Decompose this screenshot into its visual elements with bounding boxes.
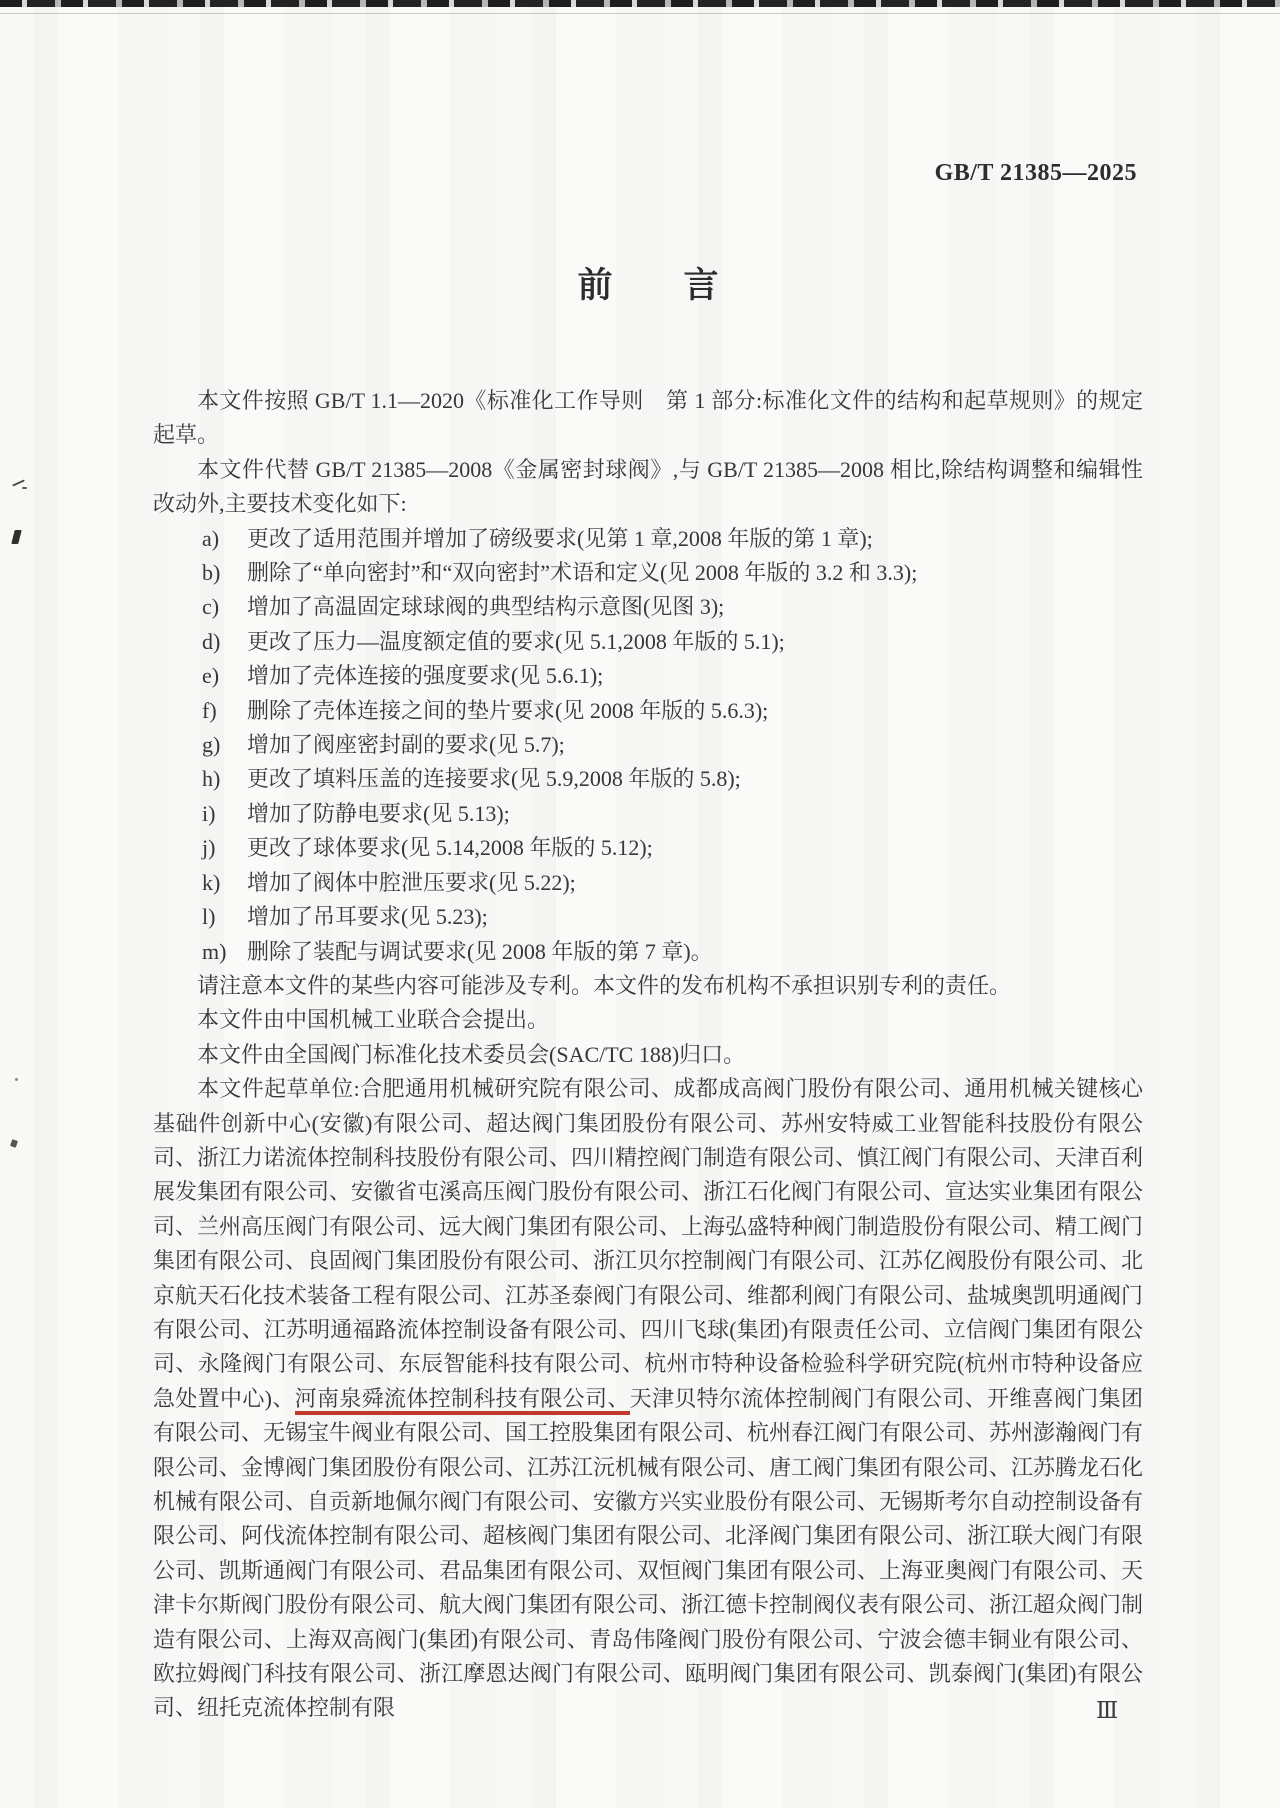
change-text: 增加了阀座密封副的要求(见 5.7); — [247, 732, 565, 758]
scan-smudge — [22, 487, 27, 489]
change-text: 更改了适用范围并增加了磅级要求(见第 1 章,2008 年版的第 1 章); — [247, 525, 873, 551]
change-marker: k) — [202, 869, 221, 895]
scan-smudge — [11, 530, 21, 544]
change-text: 更改了填料压盖的连接要求(见 5.9,2008 年版的 5.8); — [247, 766, 741, 792]
change-text: 删除了“单向密封”和“双向密封”术语和定义(见 2008 年版的 3.2 和 3.3); — [247, 560, 918, 586]
change-marker: l) — [202, 904, 216, 930]
foreword-body — [153, 384, 1143, 1726]
change-text: 增加了吊耳要求(见 5.23); — [247, 904, 488, 930]
para-patent-note: 请注意本文件的某些内容可能涉及专利。本文件的发布机构不承担识别专利的责任。 — [197, 972, 1012, 998]
change-item — [153, 522, 1143, 556]
highlighted-company-red-underline: 河南泉舜流体控制科技有限公司、 — [295, 1386, 630, 1415]
change-item — [153, 556, 1143, 590]
scan-smudge — [12, 479, 25, 486]
change-item — [153, 625, 1143, 659]
change-marker: c) — [202, 594, 220, 620]
change-item — [153, 866, 1143, 900]
change-marker: d) — [202, 628, 221, 654]
change-marker: a) — [202, 525, 220, 551]
change-marker: m) — [202, 938, 227, 964]
foreword-title — [153, 266, 1143, 306]
para-replacement: 本文件代替 GB/T 21385—2008《金属密封球阀》,与 GB/T 21385—2008 相比,除结构调整和编辑性改动外,主要技术变化如下: — [153, 456, 1143, 517]
change-text: 更改了压力—温度额定值的要求(见 5.1,2008 年版的 5.1); — [247, 628, 785, 654]
scan-smudge — [10, 1139, 18, 1148]
change-text: 增加了壳体连接的强度要求(见 5.6.1); — [247, 663, 604, 689]
change-text: 增加了高温固定球球阀的典型结构示意图(见图 3); — [247, 594, 725, 620]
title-char-qian: 前 — [577, 266, 613, 305]
change-item — [153, 590, 1143, 624]
change-item — [153, 831, 1143, 865]
change-text: 更改了球体要求(见 5.14,2008 年版的 5.12); — [247, 835, 653, 861]
change-marker: h) — [202, 766, 221, 792]
para-centralized-by: 本文件由全国阀门标准化技术委员会(SAC/TC 188)归口。 — [197, 1041, 746, 1067]
change-item — [153, 900, 1143, 934]
change-marker: b) — [202, 560, 221, 586]
change-text: 增加了阀体中腔泄压要求(见 5.22); — [247, 869, 576, 895]
title-char-yan: 言 — [683, 266, 719, 305]
change-item — [153, 659, 1143, 693]
change-item — [153, 935, 1143, 969]
change-marker: g) — [202, 732, 221, 758]
change-item — [153, 694, 1143, 728]
page-number: Ⅲ — [1096, 1698, 1119, 1723]
scan-smudge — [15, 1078, 18, 1081]
change-marker: i) — [202, 800, 216, 826]
para-drafting-units — [153, 1072, 1143, 1726]
drafting-units-post: 天津贝特尔流体控制阀门有限公司、开维喜阀门集团有限公司、无锡宝牛阀业有限公司、国工控股集团有限公司、杭州春江阀门有限公司、苏州澎瀚阀门有限公司、金博阀门集团股份有限公司、江苏江沅机械有限公司、唐工阀门集团有限公司、江苏腾龙石化机械有限公司、自贡新地佩尔阀门有限公司、安徽方兴实业股份有限公司、无锡斯考尔自动控制设备有限公司、阿伐流体控制有限公司、超核阀门集团有限公司、北泽阀门集团有限公司、浙江联大阀门有限公司、凯斯通阀门有限公司、君品集团有限公司、双恒阀门集团有限公司、上海亚奥阀门有限公司、天津卡尔斯阀门股份有限公司、航大阀门集团有限公司、浙江德卡控制阀仪表有限公司、浙江超众阀门制造有限公司、上海双高阀门(集团)有限公司、青岛伟隆阀门股份有限公司、宁波会德丰铜业有限公司、欧拉姆阀门科技有限公司、浙江摩恩达阀门有限公司、瓯明阀门集团有限公司、凯泰阀门(集团)有限公司、纽托克流体控制有限 — [153, 1385, 1144, 1721]
standard-code: GB/T 21385—2025 — [934, 160, 1137, 186]
change-text: 删除了壳体连接之间的垫片要求(见 2008 年版的 5.6.3); — [247, 697, 769, 723]
scan-top-dashed-edge — [0, 0, 1280, 7]
change-item — [153, 762, 1143, 796]
change-text: 增加了防静电要求(见 5.13); — [247, 800, 510, 826]
scan-top-hairline — [0, 13, 1280, 14]
change-marker: e) — [202, 663, 220, 689]
change-marker: j) — [202, 835, 216, 861]
change-marker: f) — [202, 697, 217, 723]
change-list — [153, 522, 1143, 969]
change-item — [153, 797, 1143, 831]
change-item — [153, 728, 1143, 762]
para-proposed-by: 本文件由中国机械工业联合会提出。 — [197, 1007, 550, 1033]
change-text: 删除了装配与调试要求(见 2008 年版的第 7 章)。 — [247, 938, 713, 964]
para-drafting-rule: 本文件按照 GB/T 1.1—2020《标准化工作导则 第 1 部分:标准化文件的结构和起草规则》的规定起草。 — [153, 388, 1143, 448]
drafting-units-pre: 本文件起草单位:合肥通用机械研究院有限公司、成都成高阀门股份有限公司、通用机械关键核心基础件创新中心(安徽)有限公司、超达阀门集团股份有限公司、苏州安特威工业智能科技股份有限公司、浙江力诺流体控制科技股份有限公司、四川精控阀门制造有限公司、慎江阀门有限公司、天津百利展发集团有限公司、安徽省屯溪高压阀门股份有限公司、浙江石化阀门有限公司、宣达实业集团有限公司、兰州高压阀门有限公司、远大阀门集团有限公司、上海弘盛特种阀门制造股份有限公司、精工阀门集团有限公司、良固阀门集团股份有限公司、浙江贝尔控制阀门有限公司、江苏亿阀股份有限公司、北京航天石化技术装备工程有限公司、江苏圣泰阀门有限公司、维都利阀门有限公司、盐城奥凯明通阀门有限公司、江苏明通福路流体控制设备有限公司、四川飞球(集团)有限责任公司、立信阀门集团有限公司、永隆阀门有限公司、东辰智能科技有限公司、杭州市特种设备检验科学研究院(杭州市特种设备应急处置中心)、 — [153, 1076, 1144, 1411]
